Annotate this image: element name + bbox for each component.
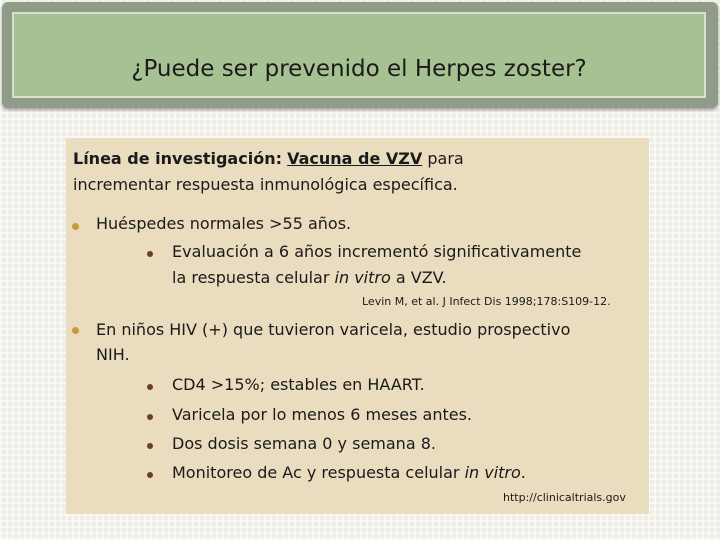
title-frame <box>2 2 718 108</box>
sub-4-post: . <box>520 463 526 482</box>
sub-bullet-dot-icon <box>147 251 153 257</box>
bullet-2-line-1: En niños HIV (+) que tuvieron varicela, estudio prospectivo <box>96 320 571 339</box>
sub-bullet-dot-icon <box>147 443 153 449</box>
intro-after-vaccine: para <box>422 149 464 168</box>
bullet-2-sub-2: Varicela por lo menos 6 meses antes. <box>172 405 472 424</box>
citation: Levin M, et al. J Infect Dis 1998;178:S109-12. <box>362 295 611 308</box>
sub-line-2-em: in vitro <box>334 268 391 287</box>
sub-bullet-dot-icon <box>147 472 153 478</box>
bullet-dot-icon <box>72 223 79 230</box>
title-box <box>12 12 706 98</box>
sub-bullet-dot-icon <box>147 414 153 420</box>
bullet-2-sub-3: Dos dosis semana 0 y semana 8. <box>172 434 436 453</box>
bullet-2-sub-1: CD4 >15%; estables en HAART. <box>172 375 425 394</box>
sub-4-em: in vitro <box>464 463 521 482</box>
slide-title: ¿Puede ser prevenido el Herpes zoster? <box>131 56 587 82</box>
sub-line-2-post: a VZV. <box>390 268 447 287</box>
intro-vaccine: Vacuna de VZV <box>287 149 423 168</box>
content-panel <box>66 138 649 514</box>
sub-line-2-pre: la respuesta celular <box>172 268 335 287</box>
bullet-1-sub-line-2 <box>172 268 447 288</box>
bullet-2-line-2: NIH. <box>96 345 130 364</box>
intro-label: Línea de investigación: <box>73 149 282 168</box>
bullet-1-text: Huéspedes normales >55 años. <box>96 214 352 233</box>
sub-4-pre: Monitoreo de Ac y respuesta celular <box>172 463 465 482</box>
bullet-1-sub-line-1: Evaluación a 6 años incrementó significativamente <box>172 242 582 261</box>
bullet-dot-icon <box>72 327 79 334</box>
intro-line-1 <box>73 149 464 169</box>
bullet-2-sub-4 <box>172 463 526 483</box>
sub-bullet-dot-icon <box>147 384 153 390</box>
source-url: http://clinicaltrials.gov <box>503 491 626 504</box>
intro-line-2: incrementar respuesta inmunológica específica. <box>73 175 458 194</box>
